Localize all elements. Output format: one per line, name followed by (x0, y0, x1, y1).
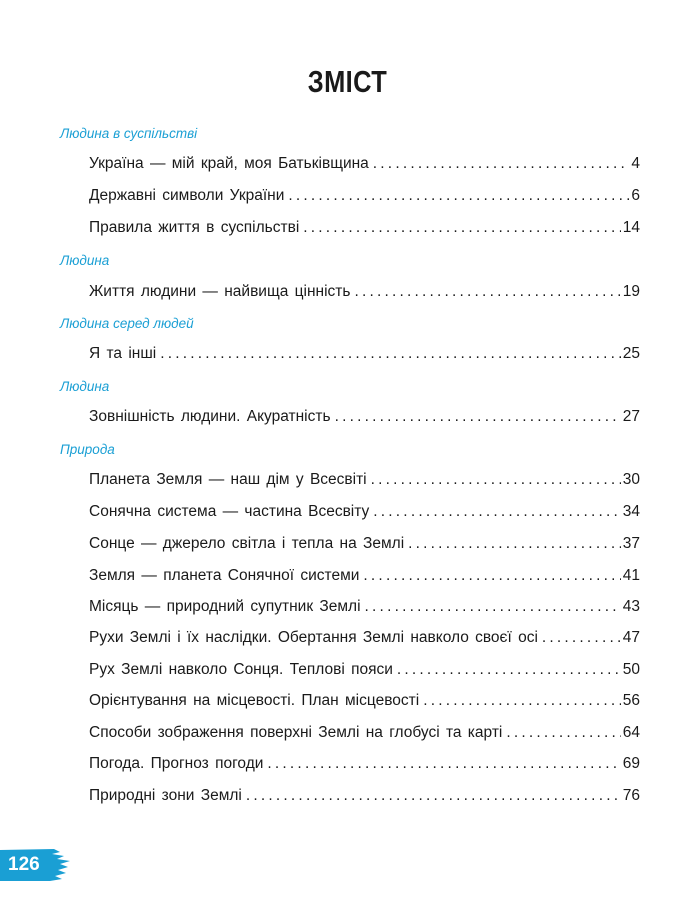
toc-entry[interactable] (89, 535, 640, 553)
toc-entry-page: 43 (622, 598, 640, 615)
toc-entry[interactable] (89, 629, 640, 647)
toc-entry-label: Погода. Прогноз погоди (89, 755, 264, 772)
toc-entry-label: Зовнішність людини. Акуратність (89, 408, 331, 425)
toc-entry-page: 4 (631, 155, 640, 172)
toc-entry-page: 76 (622, 787, 640, 804)
toc-entry-page: 69 (622, 755, 640, 772)
toc-entry-page: 41 (622, 567, 640, 584)
dot-leader (506, 724, 620, 742)
toc-entry-page: 25 (622, 345, 640, 362)
toc-entry-label: Природні зони Землі (89, 787, 242, 804)
dot-leader (335, 408, 621, 426)
toc-entry[interactable] (89, 345, 640, 363)
toc-entry[interactable] (89, 219, 640, 237)
toc-entry-page: 50 (622, 661, 640, 678)
toc-entry[interactable] (89, 661, 640, 679)
dot-leader (363, 567, 620, 585)
dot-leader (303, 219, 620, 237)
toc-section-heading: Природа (60, 442, 115, 457)
toc-entry-label: Сонце — джерело світла і тепла на Землі (89, 535, 405, 552)
toc-entry[interactable] (89, 787, 640, 805)
dot-leader (267, 755, 620, 773)
dot-leader (354, 283, 620, 301)
toc-entry-label: Україна — мій край, моя Батьківщина (89, 155, 369, 172)
toc-entry[interactable] (89, 692, 640, 710)
toc-section-heading: Людина серед людей (60, 316, 194, 331)
toc-entry-label: Сонячна система — частина Всесвіту (89, 503, 370, 520)
toc-entry-page: 34 (622, 503, 640, 520)
dot-leader (288, 187, 629, 205)
toc-entry[interactable] (89, 155, 640, 173)
toc-entry[interactable] (89, 724, 640, 742)
toc-entry-label: Рухи Землі і їх наслідки. Обертання Землі навколо своєї осі (89, 629, 538, 646)
toc-entry[interactable] (89, 283, 640, 301)
toc-entry[interactable] (89, 408, 640, 426)
toc-section-heading: Людина (60, 253, 110, 268)
dot-leader (373, 503, 620, 521)
toc-entry-page: 19 (622, 283, 640, 300)
toc-entry-label: Земля — планета Сонячної системи (89, 567, 360, 584)
toc-entry-label: Планета Земля — наш дім у Всесвіті (89, 471, 367, 488)
toc-entry[interactable] (89, 503, 640, 521)
toc-entry-page: 14 (622, 219, 640, 236)
toc-entry-label: Державні символи України (89, 187, 285, 204)
toc-entry[interactable] (89, 598, 640, 616)
page-title: ЗМІСТ (307, 64, 388, 99)
toc-entry-label: Правила життя в суспільстві (89, 219, 300, 236)
dot-leader (373, 155, 630, 173)
dot-leader (365, 598, 621, 616)
dot-leader (246, 787, 621, 805)
toc-entry-page: 27 (622, 408, 640, 425)
dot-leader (397, 661, 621, 679)
toc-entry-page: 30 (622, 471, 640, 488)
toc-entry-page: 64 (622, 724, 640, 741)
toc-section-heading: Людина в суспільстві (60, 126, 198, 141)
dot-leader (423, 692, 621, 710)
toc-entry-page: 37 (622, 535, 640, 552)
toc-entry-label: Місяць — природний супутник Землі (89, 598, 361, 615)
toc-entry[interactable] (89, 567, 640, 585)
page-number: 126 (8, 854, 40, 875)
toc-entry-page: 47 (622, 629, 640, 646)
dot-leader (542, 629, 621, 647)
toc-entry-label: Способи зображення поверхні Землі на глобусі та карті (89, 724, 503, 741)
toc-entry-label: Я та інші (89, 345, 157, 362)
dot-leader (160, 345, 621, 363)
toc-entry[interactable] (89, 755, 640, 773)
page-number-badge (0, 848, 72, 882)
toc-entry-page: 6 (631, 187, 640, 204)
toc-entry[interactable] (89, 187, 640, 205)
toc-section-heading: Людина (60, 379, 110, 394)
toc-entry[interactable] (89, 471, 640, 489)
toc-entry-page: 56 (622, 692, 640, 709)
dot-leader (371, 471, 621, 489)
toc-entry-label: Орієнтування на місцевості. План місцевості (89, 692, 420, 709)
toc-entry-label: Рух Землі навколо Сонця. Теплові пояси (89, 661, 393, 678)
toc-entry-label: Життя людини — найвища цінність (89, 283, 351, 300)
dot-leader (408, 535, 621, 553)
